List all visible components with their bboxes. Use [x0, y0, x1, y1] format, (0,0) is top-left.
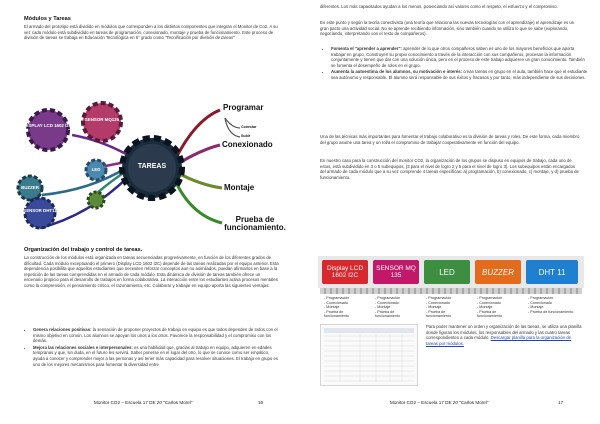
- gear-icon-dht11: [25, 198, 55, 228]
- task-label-programar: Programar: [223, 103, 264, 112]
- footer-right: Monitor CO2 – Escuela 17 DE 20 "Carlos Morel": [390, 400, 489, 405]
- footer-left: Monitor CO2 – Escuela 17 DE 20 "Carlos Morel": [94, 400, 193, 405]
- module-tasks-dht11: - Programación - Conexionado - Montaje - Prueba de funcionamiento: [528, 296, 574, 314]
- list-item: • Genera relaciones positivas: la sensación de proponer proyectos de trabajo en equipo es que todos dependen de todos con el mismo objetivo en común. Los alumnos se apoyan los unos a los otros. Favorece la responsabilidad y el compromiso con los demás.: [33, 327, 279, 344]
- task-label-conexionado: Conexionado: [222, 140, 273, 149]
- module-tasks-display: - Programación - Conexionado - Montaje - Prueba de funcionamiento: [324, 296, 350, 319]
- download-spreadsheet-link[interactable]: Descargar planilla para la organización de tareas por módulos.: [426, 335, 571, 346]
- module-card-display: Display LCD 1602 I2C: [322, 260, 368, 284]
- center-label-tareas: TAREAS: [137, 163, 167, 170]
- page-number-left: 16: [258, 400, 264, 405]
- list-item: • Fomenta el "aprender a aprender": aprender de lo que otros compañeros saben es uno de los mayores beneficios que aporta trabajar en grupo. Construyen su propio conocimiento a través de la interacción con sus compañeros, procesan la información conjuntamente y tienen que dar con una solución única, pero en el proceso de este trabajo adquieren un gran conocimiento. También se fomenta el desempeño de roles en el grupo.: [331, 46, 589, 68]
- page-right: [300, 0, 600, 424]
- advantages-list-left: [24, 327, 279, 368]
- paragraph-conectivista: En este punto y según la teoría conectivista (una teoría que relaciona las nuevas tecnologías con el aprendizaje) el aprendizaje es un gran pacto una actividad social. No se aprende recibiendo información, sino también cuando se utiliza lo que se sabe (explorando, negociando, interpretando con el resto de compañeros).: [320, 20, 575, 37]
- module-card-led: LED: [424, 260, 470, 284]
- task-label-montaje: Montaje: [224, 183, 255, 192]
- spreadsheet-thumbnail: [320, 324, 418, 386]
- list-item: • Mejora las relaciones sociales e interpersonales: es una habilidad que, gracias al trabajo en equipo, adquieren en edades tempranas y que, sin duda, en el futuro les servirá. Saber ponerse en el lugar del otro, lo que se conoce como ser empático, ayuda a conocer y comprender mejor a las personas y así tener más capacidad para resolver situaciones. El trabajo en grupo es uno de los mejores mecanismos para fomentar la diversidad entre: [33, 345, 279, 367]
- gear-icon-small: [88, 192, 104, 208]
- module-label-buzzer: BUZZER: [21, 185, 39, 190]
- module-tasks-led: - Programación - Conexionado - Montaje - Prueba de funcionamiento: [426, 296, 452, 319]
- advantages-list-right: [322, 46, 589, 82]
- module-label-led: LED: [91, 167, 101, 172]
- module-label-mq135: SENSOR MQ135: [84, 117, 120, 122]
- paragraph-modulos: El armado del prototipo está dividido en módulos que corresponden a los distintos componentes que integran el Monitor de Co2. A su vez cada módulo está subdividido en tareas de programación, conexionado, montaje y prueba de funcionamiento. Este proceso de división de tareas se trabaja en Educación Tecnológica en 6° grado como "Tecnificación por división de tareas": [24, 24, 278, 41]
- paragraph-planilla: Para poder mantener un orden y organización de las tareas, se utiliza una planilla donde figuran los módulos, los responsables del armado y las cuatro tareas correspondientes a cada módulo. Descargar planilla para la organización de tareas por módulos.: [426, 324, 582, 346]
- module-belt: [320, 288, 582, 294]
- subtask-label-conectar: Conectar: [241, 125, 257, 129]
- module-label-display: DISPLAY LCD 1602 I2C: [24, 123, 72, 128]
- paragraph-nuestro-caso: En nuestro caso para la construcción del monitor CO2, la organización de los grupos se dispuso en equipos de trabajo, cada uno de estos, está subdividido en 3 o 5 subequipos, (3 para el nivel de logro 2 y 5 para el nivel de logro 3). Los subequipos están encargados del armado de cada módulo que a su vez comprende 4 tareas específicas: a) programación, b) conexionado, c) montaje, y d) prueba de funcionamiento.: [320, 158, 579, 180]
- page-number-right: 17: [558, 400, 564, 405]
- subtask-label-subir: Subir: [241, 134, 251, 138]
- module-card-dht11: DHT 11: [526, 260, 578, 284]
- module-card-buzzer: BUZZER: [475, 260, 521, 284]
- gear-icon-sensor-mq135: [83, 103, 121, 141]
- module-label-dht11: SENSOR DHT11: [23, 208, 57, 213]
- module-card-mq135: SENSOR MQ 135: [373, 260, 419, 284]
- task-label-prueba: Prueba de funcionamiento.: [224, 215, 286, 232]
- paragraph-organizacion: La construcción de los módulos está organizada en tareas secuenciadas progresivamente, en función de los diferentes grados de dificultad. Cada módulo exceptuando el primero (Display LCD 1602 I2C) depende de las tareas realizadas por el equipo anterior. Esta dependencia posibilita que aquellos estudiantes que necesiten reforzar conceptos aun no asimilados, puedan afirmarlos en base a la repetición de las tareas comprendidas en el armado de cada módulo. Esta dinámica de división de tareas también ofrece un escenario propicio para el desarrollo de trabajos en forma colaborativa. La interacción entre los estudiantes activa procesos mentales como la comprensión, el pensamiento crítico, el razonamiento, etc. Colaborar y trabajar en equipo aporta las siguientes ventajas:: [24, 255, 279, 288]
- module-tasks-mq135: - Programación - Conexionado - Montaje - Prueba de funcionamiento: [375, 296, 401, 319]
- section-heading-modulos: Módulos y Tareas: [24, 16, 71, 22]
- paragraph-continuation: diferentes. Los más capacitados ayudan a los menos, potenciando así valores como el respeto, el esfuerzo y el compromiso.: [320, 4, 558, 9]
- section-heading-organizacion: Organización del trabajo y control de tareas.: [24, 247, 143, 253]
- paragraph-tecnicas: Una de las técnicas más importantes para fomentar el trabajo colaborativo es la división de tareas y roles. De este forma, cada miembro del grupo asume una tarea y un rol/a el compromiso de trabajar cooperativamente en función del equipo.: [320, 134, 580, 145]
- module-tasks-buzzer: - Programación - Conexionado - Montaje - Prueba de funcionamiento: [477, 296, 503, 319]
- list-item: • Aumenta la autoestima de los alumnos, su motivación e interés: crean tareas en grupo en el aula, también hace que el estudiante sea autónomo y responsable. El alumno será responsable de sus éxitos y fracasos y por tanto, más independiente de sus decisiones.: [331, 69, 589, 80]
- gear-icon-display: [28, 110, 68, 150]
